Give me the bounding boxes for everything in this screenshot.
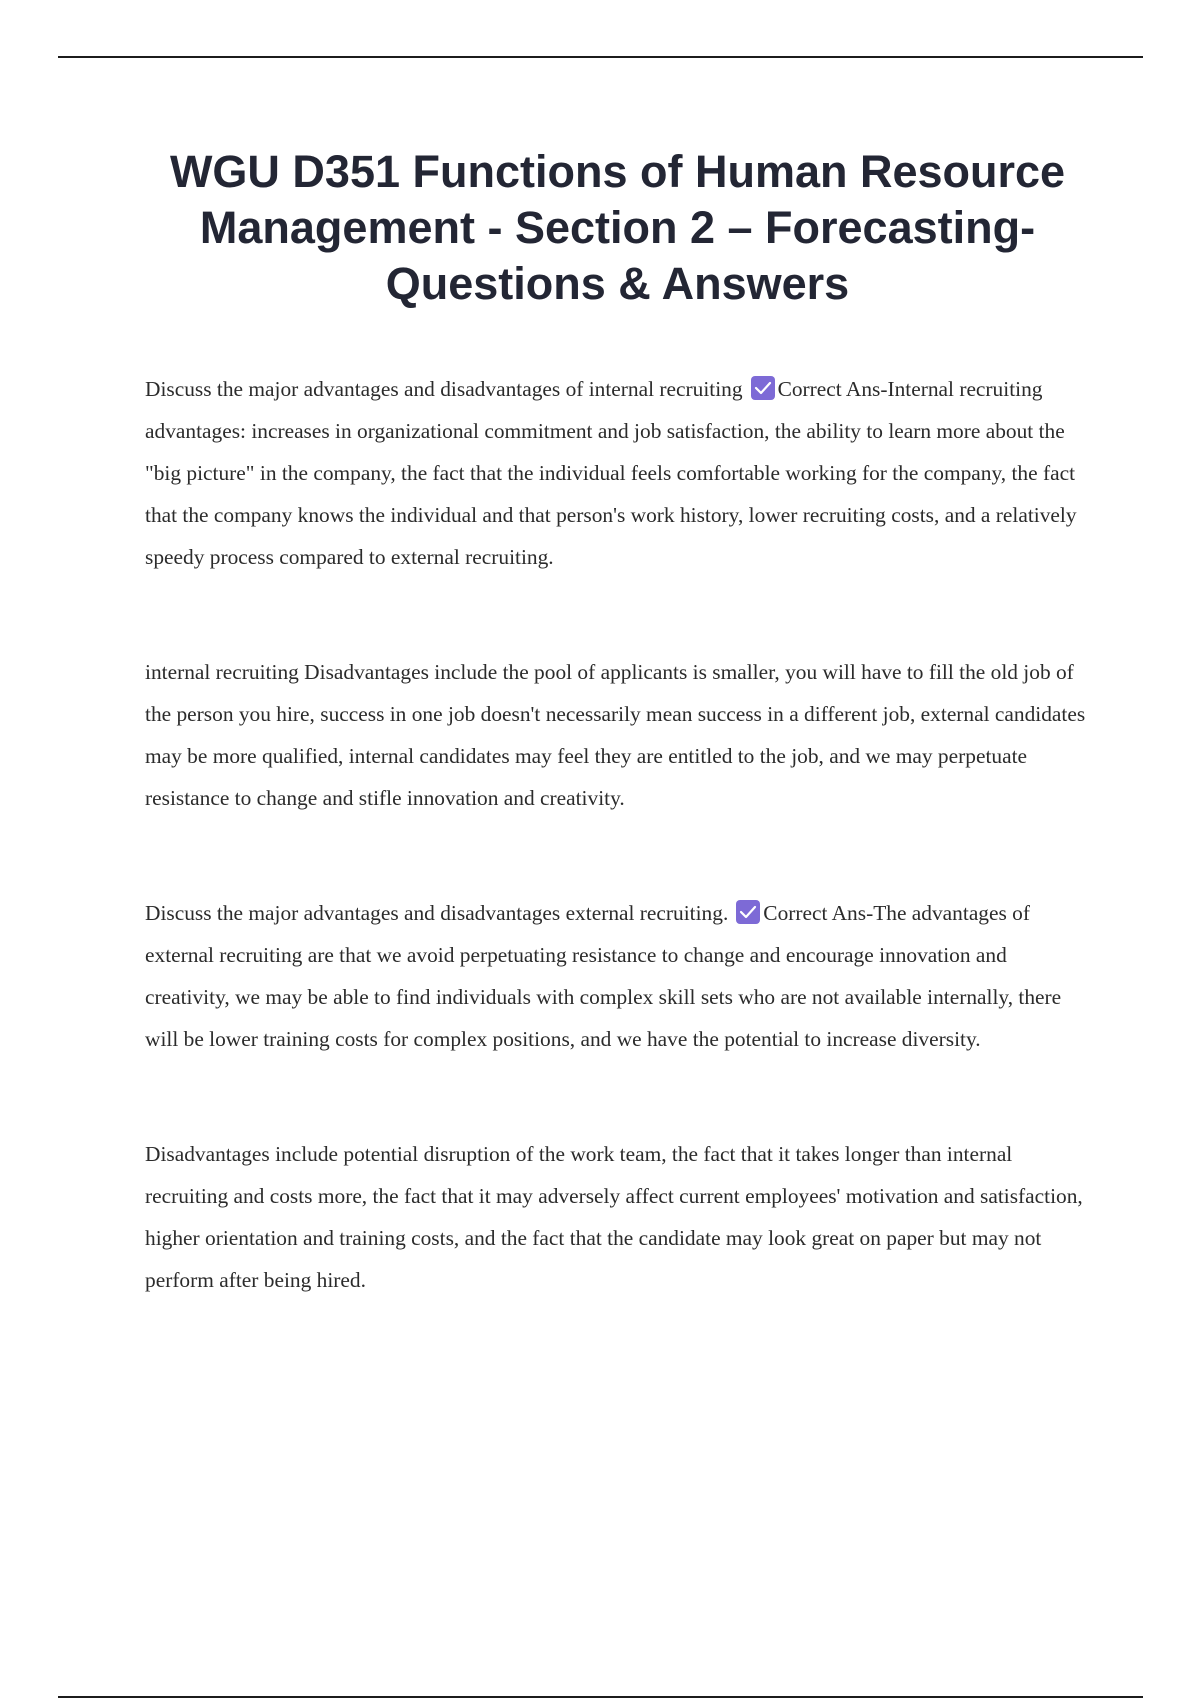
question-text: Discuss the major advantages and disadvantages external recruiting. [145, 901, 729, 925]
qa-continuation-2: Disadvantages include potential disruption of the work team, the fact that it takes longer than internal recruiting and costs more, the fact that it may adversely affect current employees' motivation and satisfaction, higher orientation and training costs, and the fact that the candidate may look great on paper but may not perform after being hired. [145, 1142, 1083, 1292]
document-body [145, 368, 1090, 1301]
bottom-rule [58, 1696, 1143, 1698]
question-text: Discuss the major advantages and disadvantages of internal recruiting [145, 377, 743, 401]
qa-paragraph-1 [145, 368, 1090, 578]
qa-continuation-1: internal recruiting Disadvantages include the pool of applicants is smaller, you will have to fill the old job of the person you hire, success in one job doesn't necessarily mean success in a different job, external candidates may be more qualified, internal candidates may feel they are entitled to the job, and we may perpetuate resistance to change and stifle innovation and creativity. [145, 660, 1086, 810]
answer-text: Correct Ans-Internal recruiting advantages: increases in organizational commitment and job satisfaction, the ability to learn more about the "big picture" in the company, the fact that the individual feels comfortable working for the company, the fact that the company knows the individual and that person's work history, lower recruiting costs, and a relatively speedy process compared to external recruiting. [145, 377, 1077, 569]
top-rule [58, 56, 1143, 58]
qa-paragraph-2 [145, 892, 1090, 1060]
check-box-icon [751, 376, 775, 400]
document-title: WGU D351 Functions of Human Resource Management - Section 2 – Forecasting- Questions & Answers [169, 146, 1066, 309]
answer-text: Correct Ans-The advantages of external recruiting are that we avoid perpetuating resistance to change and encourage innovation and creativity, we may be able to find individuals with complex skill sets who are not available internally, there will be lower training costs for complex positions, and we have the potential to increase diversity. [145, 901, 1062, 1051]
check-box-icon [736, 900, 760, 924]
